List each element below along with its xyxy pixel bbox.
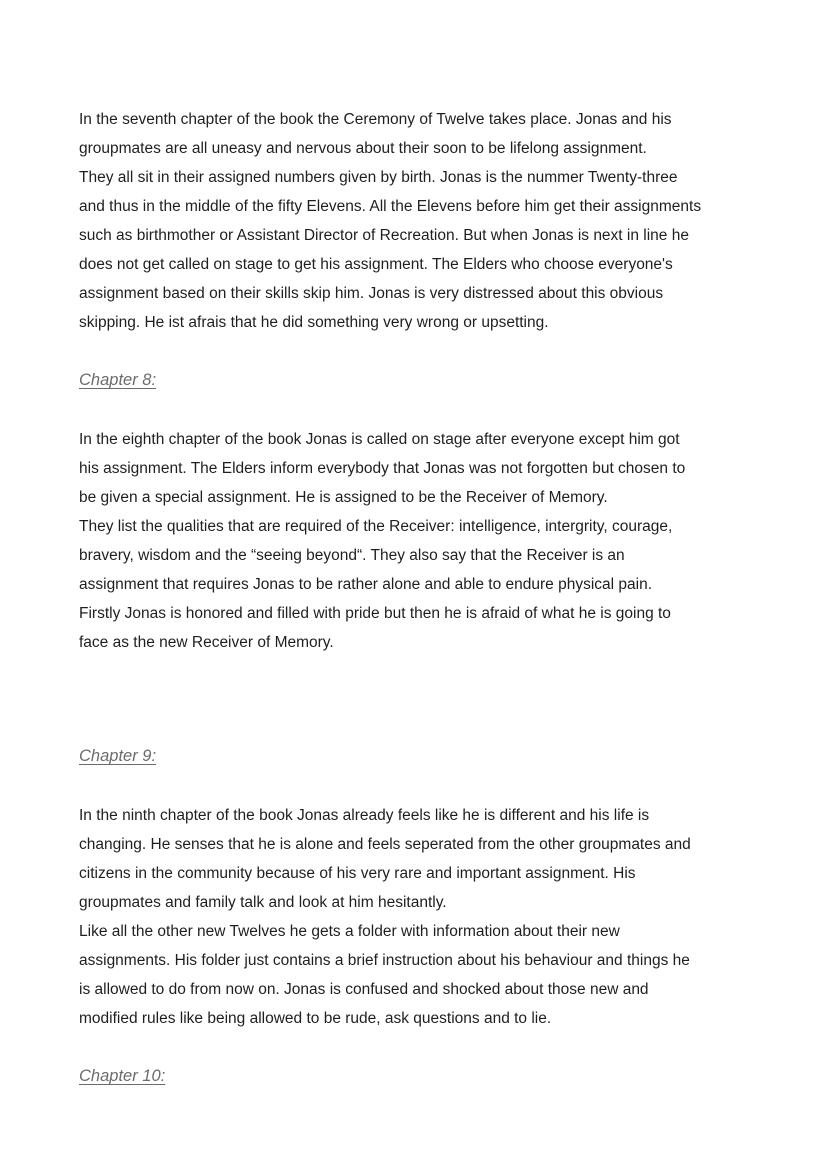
paragraph-line: In the eighth chapter of the book Jonas is called on stage after everyone except him got (79, 431, 680, 448)
paragraph-line: be given a special assignment. He is assigned to be the Receiver of Memory. (79, 489, 608, 506)
paragraph-line: groupmates and family talk and look at him hesitantly. (79, 894, 447, 911)
chapter-10-heading: Chapter 10: (79, 1067, 166, 1085)
paragraph-line: In the seventh chapter of the book the Ceremony of Twelve takes place. Jonas and his (79, 111, 672, 128)
paragraph-line: face as the new Receiver of Memory. (79, 634, 334, 651)
paragraph-line: They all sit in their assigned numbers given by birth. Jonas is the nummer Twenty-three (79, 169, 678, 186)
paragraph-line: Firstly Jonas is honored and filled with pride but then he is afraid of what he is going to (79, 605, 671, 622)
paragraph-line: assignment that requires Jonas to be rather alone and able to endure physical pain. (79, 576, 653, 593)
chapter-7-paragraph (79, 105, 769, 337)
paragraph-line: In the ninth chapter of the book Jonas already feels like he is different and his life is (79, 807, 650, 824)
chapter-9-paragraph (79, 801, 769, 1033)
paragraph-line: They list the qualities that are required of the Receiver: intelligence, intergrity, courage, (79, 518, 673, 535)
paragraph-line: such as birthmother or Assistant Director of Recreation. But when Jonas is next in line he (79, 227, 689, 244)
chapter-8-heading: Chapter 8: (79, 371, 157, 389)
paragraph-line: modified rules like being allowed to be rude, ask questions and to lie. (79, 1010, 552, 1027)
paragraph-line: citizens in the community because of his very rare and important assignment. His (79, 865, 636, 882)
paragraph-line: is allowed to do from now on. Jonas is confused and shocked about those new and (79, 981, 649, 998)
paragraph-line: assignment based on their skills skip him. Jonas is very distressed about this obvious (79, 285, 664, 302)
paragraph-line: bravery, wisdom and the “seeing beyond“. They also say that the Receiver is an (79, 547, 625, 564)
paragraph-line: and thus in the middle of the fifty Elevens. All the Elevens before him get their assignments (79, 198, 702, 215)
paragraph-line: groupmates are all uneasy and nervous about their soon to be lifelong assignment. (79, 140, 647, 157)
paragraph-line: his assignment. The Elders inform everybody that Jonas was not forgotten but chosen to (79, 460, 686, 477)
paragraph-line: skipping. He ist afrais that he did something very wrong or upsetting. (79, 314, 549, 331)
paragraph-line: assignments. His folder just contains a brief instruction about his behaviour and things he (79, 952, 690, 969)
paragraph-line: does not get called on stage to get his assignment. The Elders who choose everyone's (79, 256, 673, 273)
chapter-9-heading: Chapter 9: (79, 747, 157, 765)
paragraph-line: Like all the other new Twelves he gets a folder with information about their new (79, 923, 620, 940)
paragraph-line: changing. He senses that he is alone and feels seperated from the other groupmates and (79, 836, 691, 853)
chapter-8-paragraph (79, 425, 769, 657)
